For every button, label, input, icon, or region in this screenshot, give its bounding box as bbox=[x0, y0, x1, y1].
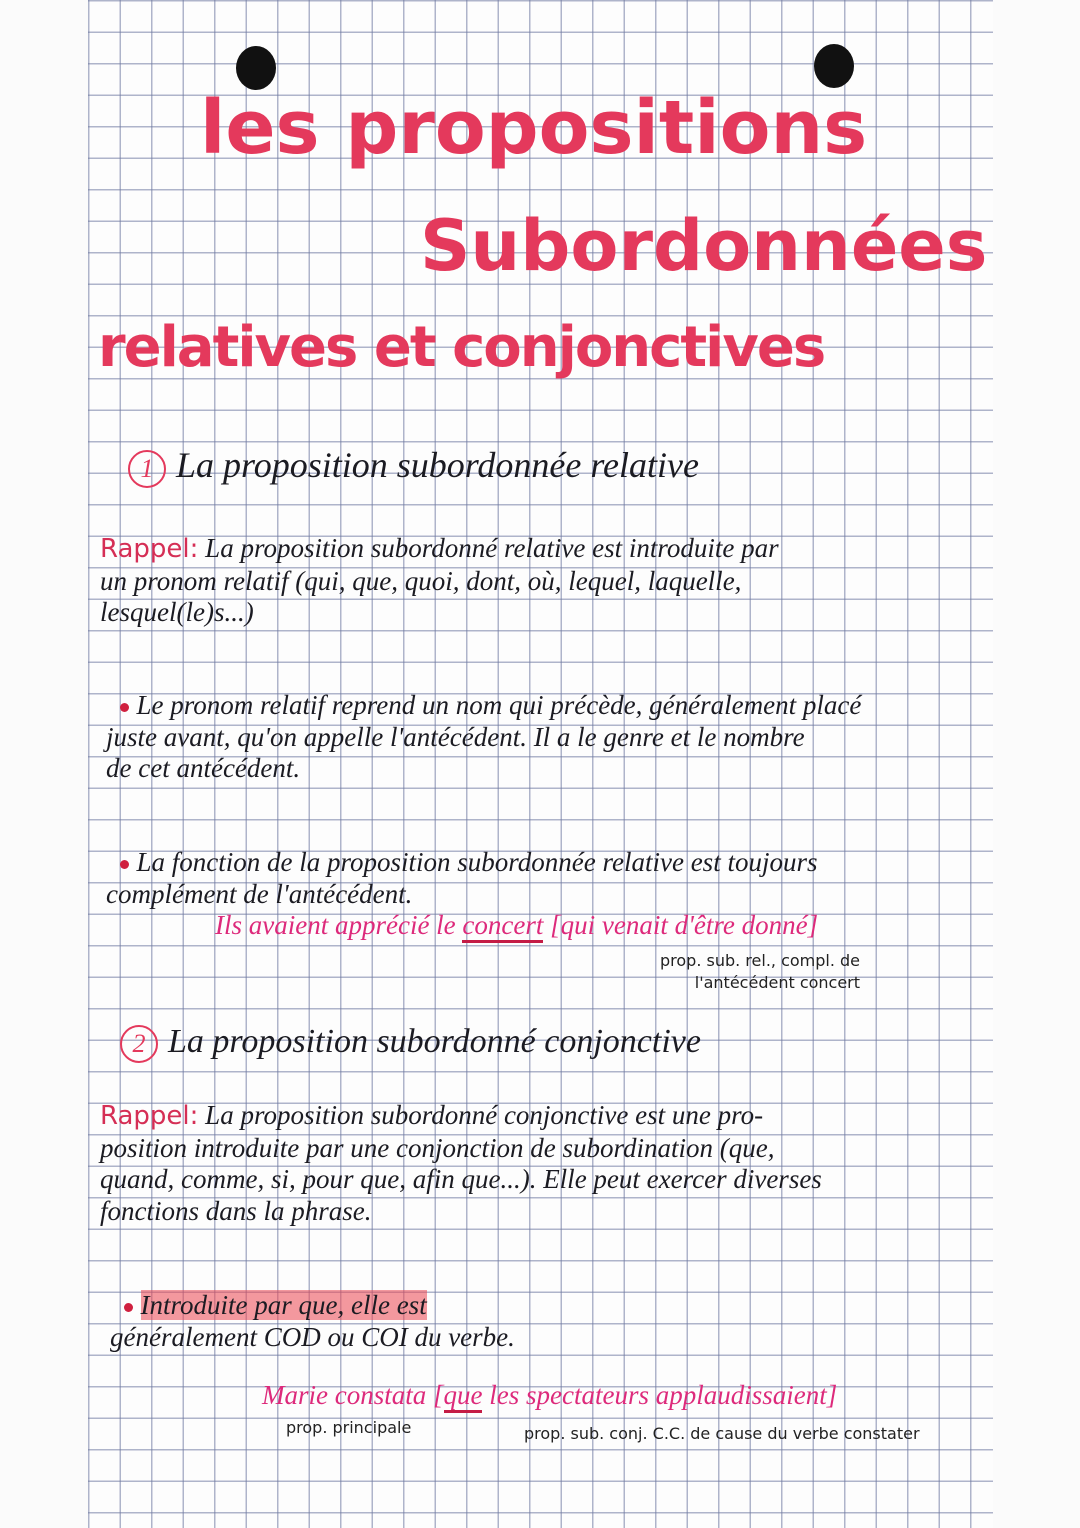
section-number: 1 bbox=[128, 450, 166, 488]
text-line: un pronom relatif (qui, que, quoi, dont, où, lequel, laquelle, bbox=[100, 565, 742, 596]
highlighted-text: Introduite par que, elle est bbox=[140, 1290, 427, 1320]
main-clause: Marie constata [ bbox=[262, 1380, 444, 1410]
section-2-rappel bbox=[100, 1100, 822, 1227]
text-line: La proposition subordonné relative est introduite par bbox=[205, 533, 779, 563]
section-1-rappel bbox=[100, 533, 779, 629]
section-1-annotation bbox=[660, 950, 860, 994]
rappel-label: Rappel: bbox=[100, 534, 199, 564]
text-line: de cet antécédent. bbox=[106, 753, 301, 783]
text-line: La proposition subordonné conjonctive est une pro- bbox=[205, 1100, 764, 1130]
annotation-sub: prop. sub. conj. C.C. de cause du verbe constater bbox=[524, 1424, 920, 1443]
example-text: Ils avaient apprécié le bbox=[215, 910, 463, 940]
section-1-heading bbox=[128, 445, 699, 488]
conjunctive-clause: les spectateurs applaudissaient] bbox=[482, 1380, 838, 1410]
section-number: 2 bbox=[120, 1025, 158, 1063]
text-line: complément de l'antécédent. bbox=[106, 878, 413, 909]
bullet-icon bbox=[120, 860, 129, 869]
binder-hole bbox=[236, 46, 276, 90]
bullet-icon bbox=[120, 703, 129, 712]
title-line-3: relatives et conjonctives bbox=[98, 315, 825, 380]
annotation-line: l'antécédent concert bbox=[694, 973, 861, 992]
binder-hole bbox=[814, 44, 854, 88]
text-line: fonctions dans la phrase. bbox=[100, 1195, 372, 1226]
title-line-1: les propositions bbox=[200, 85, 868, 171]
annotation-line: prop. sub. rel., compl. de bbox=[660, 951, 861, 970]
text-line: généralement COD ou COI du verbe. bbox=[110, 1321, 515, 1352]
conjunction: que bbox=[444, 1380, 483, 1413]
section-1-example bbox=[215, 910, 818, 942]
annotation-main: prop. principale bbox=[286, 1418, 412, 1437]
text-line: juste avant, qu'on appelle l'antécédent. Il a le genre et le nombre bbox=[106, 721, 805, 752]
section-2-example bbox=[262, 1380, 837, 1412]
text-line: La fonction de la proposition subordonnée relative est toujours bbox=[136, 847, 818, 877]
section-2-bullet-1 bbox=[110, 1290, 515, 1353]
text-line: position introduite par une conjonction de subordination (que, bbox=[100, 1132, 775, 1163]
rappel-label: Rappel: bbox=[100, 1101, 199, 1131]
text-line: lesquel(le)s...) bbox=[100, 597, 254, 627]
text-line: quand, comme, si, pour que, afin que...). Elle peut exercer diverses bbox=[100, 1164, 822, 1194]
title-line-2: Subordonnées bbox=[420, 205, 988, 287]
bullet-icon bbox=[124, 1303, 133, 1312]
section-2-heading bbox=[120, 1025, 701, 1063]
section-1-bullet-2 bbox=[106, 847, 817, 910]
heading-text: La proposition subordonnée relative bbox=[176, 445, 699, 485]
section-1-bullet-1 bbox=[106, 690, 861, 785]
heading-text: La proposition subordonné conjonctive bbox=[168, 1023, 701, 1060]
text-line: Le pronom relatif reprend un nom qui précède, généralement placé bbox=[136, 690, 862, 720]
relative-clause: [qui venait d'être donné] bbox=[543, 910, 819, 940]
antecedent: concert bbox=[462, 910, 543, 943]
